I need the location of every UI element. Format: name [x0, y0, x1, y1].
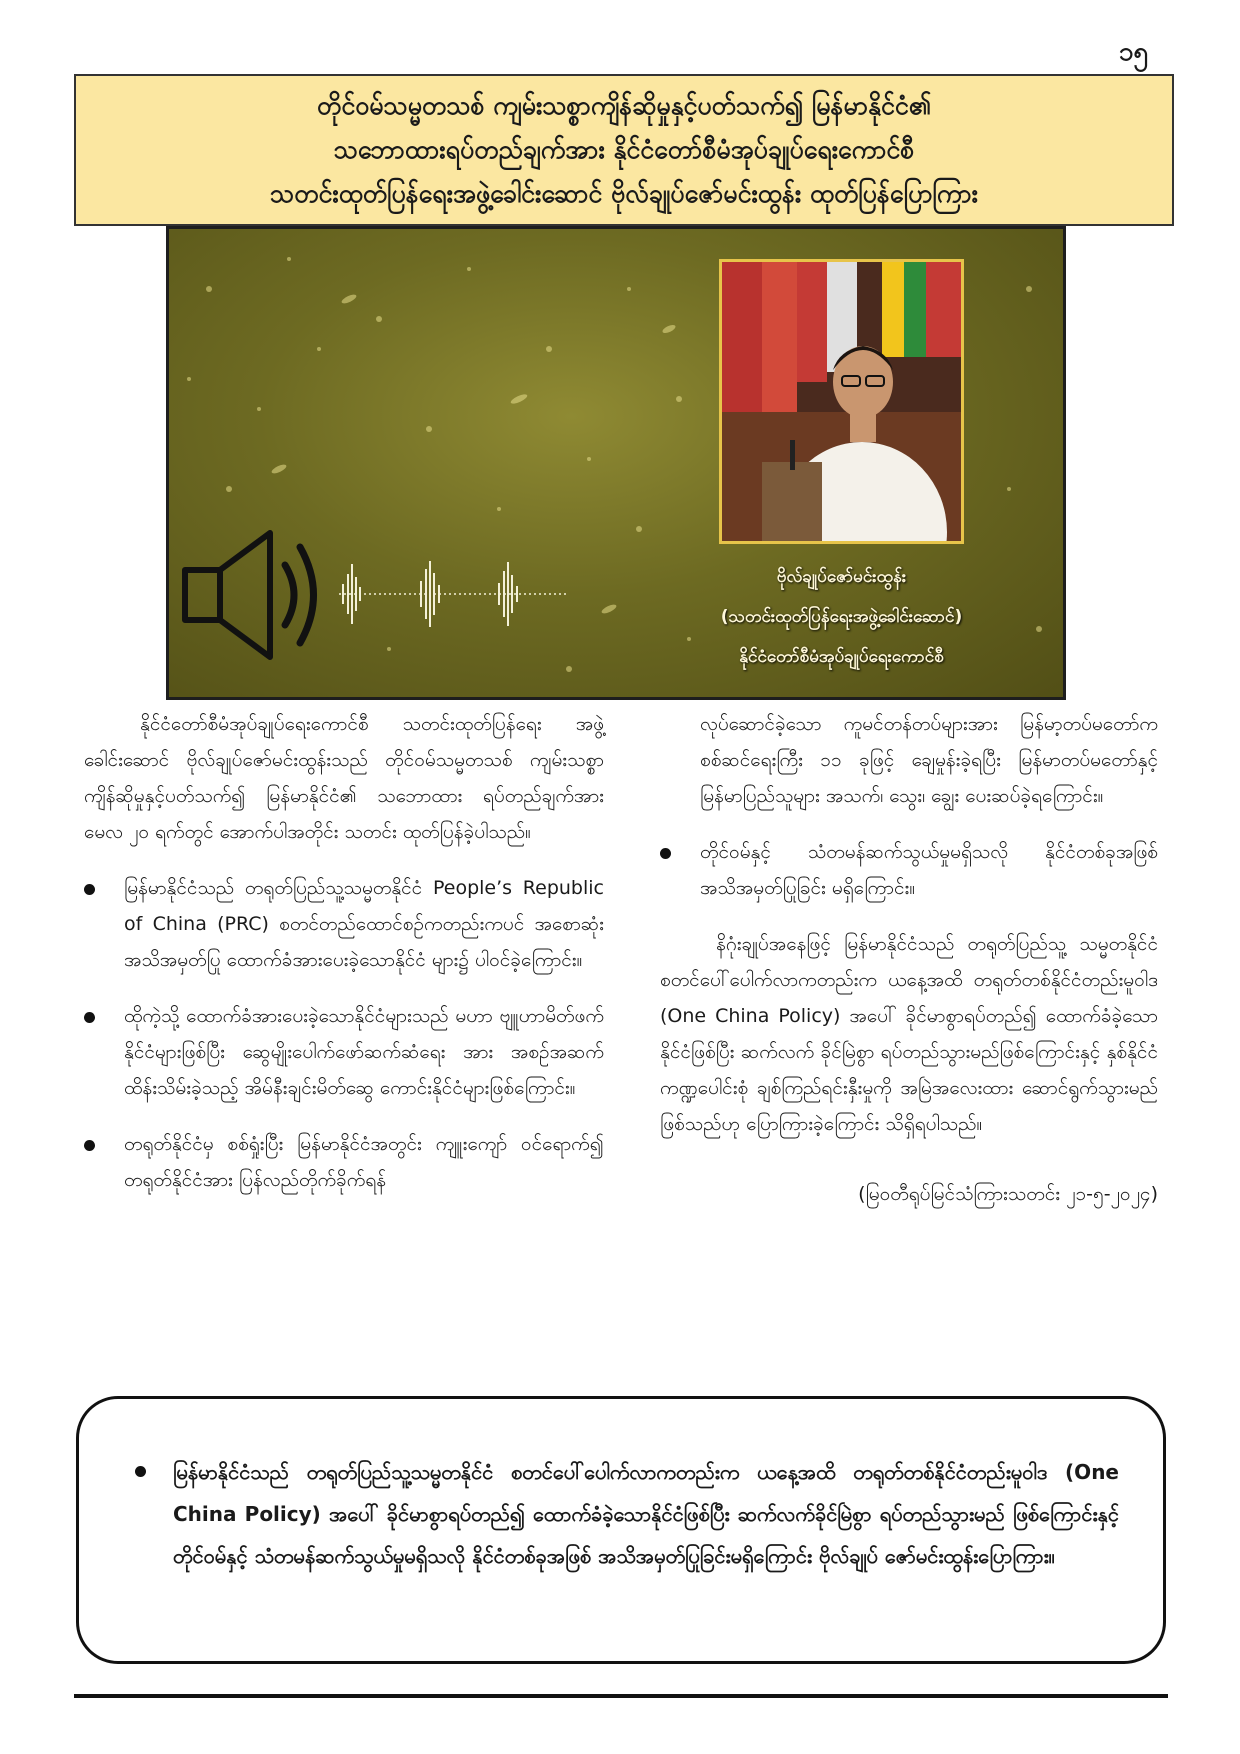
bullet-icon — [84, 1140, 95, 1151]
caption-name: ဗိုလ်ချုပ်ဇော်မင်းထွန်း — [776, 567, 907, 587]
source-citation: (မြဝတီရုပ်မြင်သံကြားသတင်း ၂၁-၅-၂၀၂၄) — [858, 1183, 1158, 1205]
headline-box — [74, 74, 1174, 226]
bullet-text: ထိုကဲ့သို့ ထောက်ခံအားပေးခဲ့သောနိုင်ငံများသည် မဟာ ဗျူဟာမိတ်ဖက်နိုင်ငံများဖြစ်ပြီး ဆွေမျိုးပေါက်ဖော်ဆက်ဆံရေး အား အစဉ်အဆက်ထိန်းသိမ်းခဲ့သည့် အိမ်နီးချင်းမိတ်ဆွေ ကောင်းနိုင်ငံများဖြစ်ကြောင်း။ — [124, 1005, 604, 1099]
bullet-icon — [84, 884, 95, 895]
bullet-continuation: လုပ်ဆောင်ခဲ့သော ကူမင်တန်တပ်များအား မြန်မာ့တပ်မတော်က စစ်ဆင်ရေးကြီး ၁၁ ခုဖြင့် ချေမှုန်းခဲ့ရပြီး မြန်မာတပ်မတော်နှင့် မြန်မာပြည်သူများ အသက်၊ သွေး၊ ချွေး ပေးဆပ်ခဲ့ရကြောင်း။ — [700, 713, 1158, 807]
bullet-text: မြန်မာနိုင်ငံသည် တရုတ်ပြည်သူ့သမ္မတနိုင်ငံ People’s Republic of China (PRC) စတင်တည်ထောင်စဉ်ကတည်းကပင် အစောဆုံးအသိအမှတ်ပြု ထောက်ခံအားပေးခဲ့သောနိုင်ငံ များ၌ ပါဝင်ခဲ့ကြောင်း။ — [124, 877, 604, 971]
closing-paragraph: နိဂုံးချုပ်အနေဖြင့် မြန်မာနိုင်ငံသည် တရုတ်ပြည်သူ့ သမ္မတနိုင်ငံ စတင်ပေါ်ပေါက်လာကတည်းက ယနေ့အထိ တရုတ်တစ်နိုင်ငံတည်းမူဝါဒ (One China Policy) အပေါ် ခိုင်မာစွာရပ်တည်၍ ထောက်ခံခဲ့သောနိုင်ငံဖြစ်ပြီး ဆက်လက် ခိုင်မြဲစွာ ရပ်တည်သွားမည်ဖြစ်ကြောင်းနှင့် နှစ်နိုင်ငံကဏ္ဍပေါင်းစုံ ချစ်ကြည်ရင်းနှီးမှုကို အမြဲအလေးထား ဆောင်ရွက်သွားမည် ဖြစ်သည်ဟု ပြောကြားခဲ့ကြောင်း သိရှိရပါသည်။ — [660, 933, 1158, 1135]
news-banner-image — [166, 226, 1066, 700]
bullet-icon — [660, 848, 671, 859]
article-column-left — [84, 706, 604, 1218]
headline-line-3: သတင်းထုတ်ပြန်ရေးအဖွဲ့ခေါင်းဆောင် ဗိုလ်ချုပ်ဇော်မင်းထွန်း ထုတ်ပြန်ပြောကြား — [270, 179, 978, 208]
summary-text: မြန်မာနိုင်ငံသည် တရုတ်ပြည်သူ့သမ္မတနိုင်ငံ စတင်ပေါ်ပေါက်လာကတည်းက ယနေ့အထိ တရုတ်တစ်နိုင်ငံတည်းမူဝါဒ (One China Policy) အပေါ် ခိုင်မာစွာရပ်တည်၍ ထောက်ခံခဲ့သောနိုင်ငံဖြစ်ပြီး ဆက်လက်ခိုင်မြဲစွာ ရပ်တည်သွားမည် ဖြစ်ကြောင်းနှင့် တိုင်ဝမ်နှင့် သံတမန်ဆက်သွယ်မှုမရှိသလို နိုင်ငံတစ်ခုအဖြစ် အသိအမှတ်ပြုခြင်းမရှိကြောင်း ဗိုလ်ချုပ် ဇော်မင်းထွန်းပြောကြား။ — [173, 1460, 1119, 1568]
bullet-text: တိုင်ဝမ်နှင့် သံတမန်ဆက်သွယ်မှုမရှိသလို နိုင်ငံတစ်ခုအဖြစ် အသိအမှတ်ပြုခြင်း မရှိကြောင်း။ — [700, 841, 1158, 899]
bullet-icon — [84, 1012, 95, 1023]
caption-organization: နိုင်ငံတော်စီမံအုပ်ချုပ်ရေးကောင်စီ — [739, 647, 944, 667]
caption-role: (သတင်းထုတ်ပြန်ရေးအဖွဲ့ခေါင်းဆောင်) — [720, 607, 963, 627]
speaker-photo — [719, 259, 964, 544]
summary-bullet — [135, 1451, 1119, 1577]
summary-box — [76, 1396, 1166, 1664]
audio-waveform-icon — [339, 559, 569, 629]
article-column-right — [660, 706, 1158, 1232]
bullet-item — [84, 998, 604, 1106]
headline-line-1: တိုင်ဝမ်သမ္မတသစ် ကျမ်းသစ္စာကျိန်ဆိုမှုနှင့်ပတ်သက်၍ မြန်မာနိုင်ငံ၏ — [317, 91, 931, 120]
bullet-item — [84, 870, 604, 978]
bullet-item — [84, 1126, 604, 1198]
photo-caption — [669, 557, 1014, 677]
bullet-text: တရုတ်နိုင်ငံမှ စစ်ရှုံးပြီး မြန်မာနိုင်ငံအတွင်း ကျူးကျော် ဝင်ရောက်၍ တရုတ်နိုင်ငံအား ပြန်လည်တိုက်ခိုက်ရန် — [124, 1133, 604, 1191]
bottom-divider — [74, 1694, 1168, 1698]
bullet-icon — [135, 1466, 146, 1477]
headline-line-2: သဘောထားရပ်တည်ချက်အား နိုင်ငံတော်စီမံအုပ်ချုပ်ရေးကောင်စီ — [333, 135, 915, 164]
bullet-item — [660, 834, 1158, 906]
page-number: ၁၅ — [1118, 37, 1148, 67]
speaker-icon — [175, 525, 335, 665]
intro-paragraph: နိုင်ငံတော်စီမံအုပ်ချုပ်ရေးကောင်စီ သတင်းထုတ်ပြန်ရေး အဖွဲ့ခေါင်းဆောင် ဗိုလ်ချုပ်ဇော်မင်းထွန်းသည် တိုင်ဝမ်သမ္မတသစ် ကျမ်းသစ္စာကျိန်ဆိုမှုနှင့်ပတ်သက်၍ မြန်မာနိုင်ငံ၏ သဘောထား ရပ်တည်ချက်အား မေလ ၂၀ ရက်တွင် အောက်ပါအတိုင်း သတင်း ထုတ်ပြန်ခဲ့ပါသည်။ — [84, 713, 604, 843]
